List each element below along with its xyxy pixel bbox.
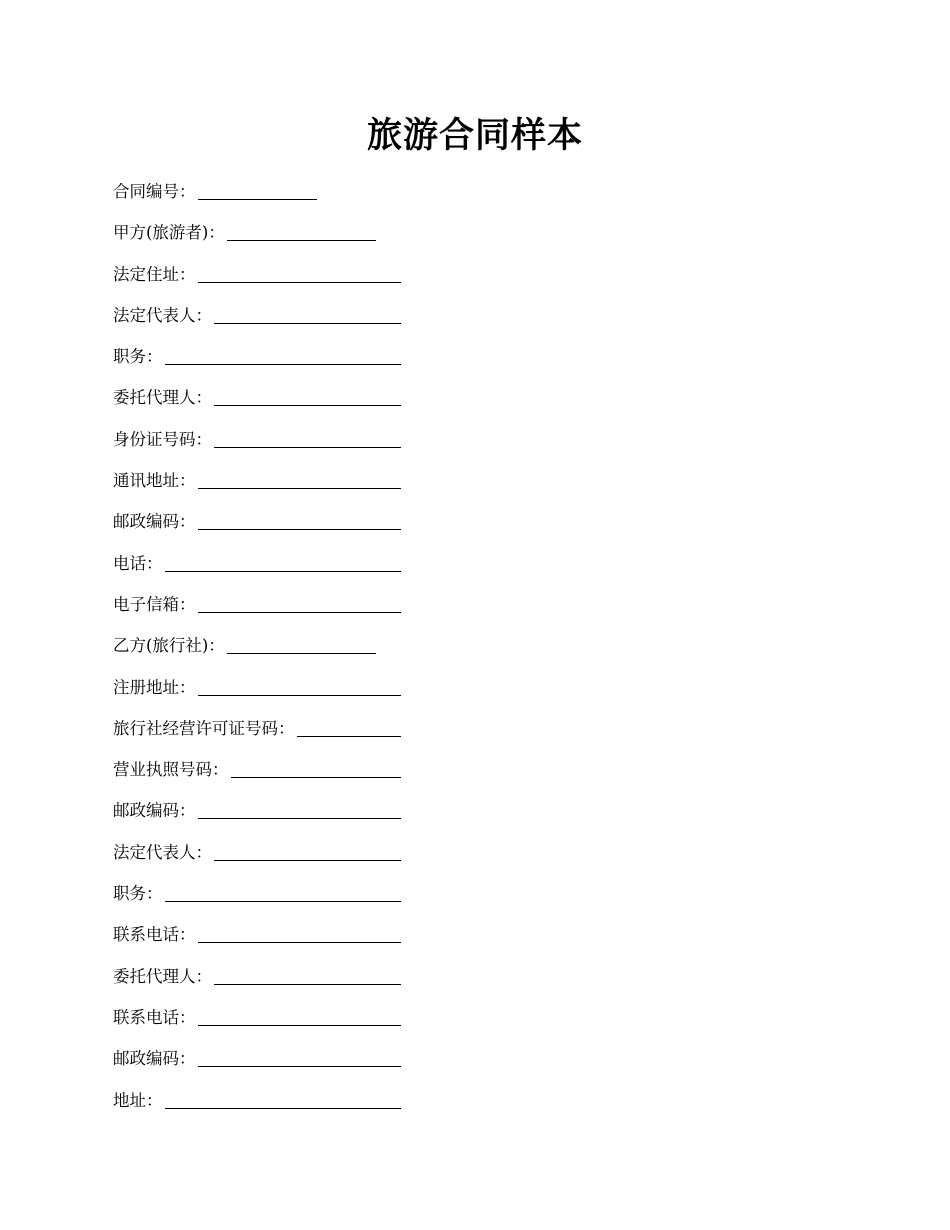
field-label: 法定代表人： [113,305,212,325]
field-row [113,1045,413,1086]
field-blank-line[interactable] [198,797,402,819]
field-label: 乙方(旅行社)： [113,636,225,656]
field-row [113,426,413,467]
field-blank-line[interactable] [165,1087,402,1109]
field-blank-line[interactable] [198,1004,402,1026]
field-blank-line[interactable] [165,343,402,365]
field-label: 委托代理人： [113,388,212,408]
field-label: 联系电话： [113,925,196,945]
field-blank-line[interactable] [198,921,402,943]
field-blank-line[interactable] [214,302,401,324]
field-row [113,302,413,343]
field-label: 身份证号码： [113,429,212,449]
document-title: 旅游合同样本 [366,115,583,156]
field-label: 联系电话： [113,1007,196,1027]
field-label: 通讯地址： [113,471,196,491]
field-row [113,632,413,673]
field-row [113,963,413,1004]
field-blank-line[interactable] [214,963,401,985]
field-blank-line[interactable] [227,219,376,241]
field-label: 注册地址： [113,677,196,697]
field-blank-line[interactable] [198,508,402,530]
field-blank-line[interactable] [297,715,402,737]
field-row [113,839,413,880]
field-row [113,343,413,384]
field-blank-line[interactable] [198,591,402,613]
field-row [113,591,413,632]
field-label: 电子信箱： [113,594,196,614]
field-row [113,508,413,549]
field-label: 营业执照号码： [113,760,229,780]
field-label: 甲方(旅游者)： [113,223,225,243]
field-blank-line[interactable] [214,839,401,861]
field-label: 法定代表人： [113,842,212,862]
field-blank-line[interactable] [214,426,401,448]
field-label: 法定住址： [113,264,196,284]
field-label: 邮政编码： [113,801,196,821]
field-row [113,467,413,508]
field-row [113,1087,413,1128]
field-blank-line[interactable] [227,632,376,654]
field-row [113,219,413,260]
field-label: 地址： [113,1090,163,1110]
field-blank-line[interactable] [198,1045,402,1067]
field-row [113,384,413,425]
field-row [113,261,413,302]
field-blank-line[interactable] [198,674,402,696]
field-row [113,880,413,921]
field-label: 邮政编码： [113,1049,196,1069]
field-label: 委托代理人： [113,966,212,986]
field-blank-line[interactable] [198,178,318,200]
field-label: 职务： [113,884,163,904]
field-label: 旅行社经营许可证号码： [113,718,295,738]
field-blank-line[interactable] [198,261,402,283]
field-label: 电话： [113,553,163,573]
field-row [113,1004,413,1045]
contract-fields [113,178,413,1128]
field-row [113,674,413,715]
field-row [113,756,413,797]
field-label: 邮政编码： [113,512,196,532]
field-label: 职务： [113,347,163,367]
field-row [113,550,413,591]
field-row [113,797,413,838]
field-label: 合同编号： [113,182,196,201]
field-row [113,921,413,962]
field-blank-line[interactable] [165,880,402,902]
field-blank-line[interactable] [231,756,402,778]
field-row [113,178,413,219]
field-blank-line[interactable] [198,467,402,489]
field-blank-line[interactable] [165,550,402,572]
field-blank-line[interactable] [214,384,401,406]
field-row [113,715,413,756]
